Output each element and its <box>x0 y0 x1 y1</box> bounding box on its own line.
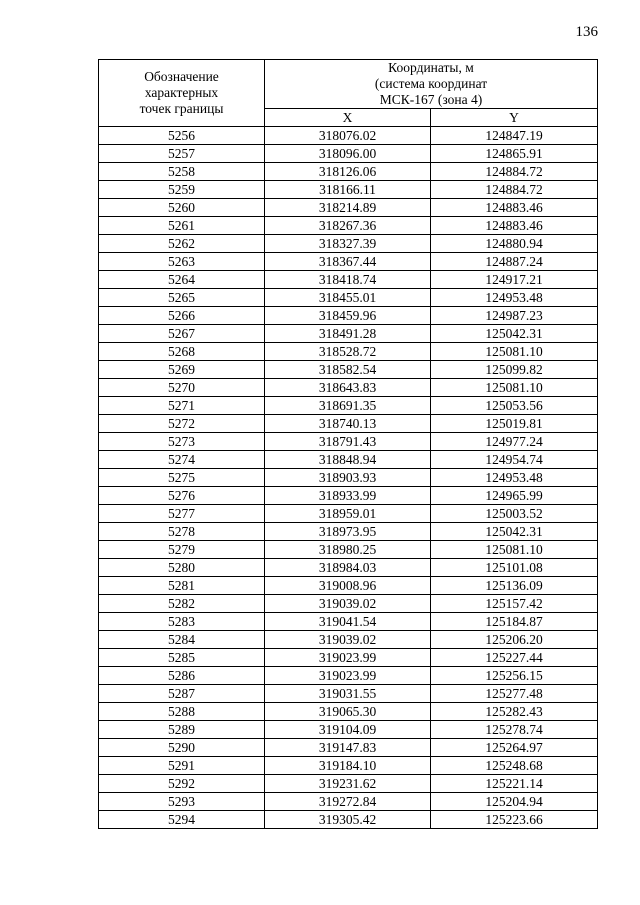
point-id-cell: 5281 <box>99 577 265 595</box>
x-coordinate-cell: 319008.96 <box>265 577 431 595</box>
x-coordinate-cell: 318267.36 <box>265 217 431 235</box>
point-id-cell: 5262 <box>99 235 265 253</box>
point-id-cell: 5279 <box>99 541 265 559</box>
table-row <box>99 271 598 289</box>
point-id-cell: 5291 <box>99 757 265 775</box>
y-coordinate-cell: 125019.81 <box>431 415 598 433</box>
x-coordinate-cell: 319023.99 <box>265 649 431 667</box>
x-coordinate-cell: 318582.54 <box>265 361 431 379</box>
table-body <box>99 127 598 829</box>
y-coordinate-cell: 124954.74 <box>431 451 598 469</box>
point-id-cell: 5265 <box>99 289 265 307</box>
point-id-cell: 5287 <box>99 685 265 703</box>
header-coords-line: (система координат <box>374 76 488 91</box>
table-row <box>99 523 598 541</box>
x-coordinate-cell: 318367.44 <box>265 253 431 271</box>
point-id-cell: 5282 <box>99 595 265 613</box>
table-row <box>99 181 598 199</box>
x-coordinate-cell: 319023.99 <box>265 667 431 685</box>
table-row <box>99 433 598 451</box>
table-row <box>99 595 598 613</box>
point-id-cell: 5288 <box>99 703 265 721</box>
y-coordinate-cell: 125099.82 <box>431 361 598 379</box>
x-coordinate-cell: 318418.74 <box>265 271 431 289</box>
table-row <box>99 721 598 739</box>
y-coordinate-cell: 124883.46 <box>431 199 598 217</box>
y-coordinate-cell: 124977.24 <box>431 433 598 451</box>
table-row <box>99 307 598 325</box>
table-row <box>99 199 598 217</box>
y-coordinate-cell: 125223.66 <box>431 811 598 829</box>
y-coordinate-cell: 125101.08 <box>431 559 598 577</box>
table-row <box>99 757 598 775</box>
y-coordinate-cell: 124953.48 <box>431 289 598 307</box>
point-id-cell: 5294 <box>99 811 265 829</box>
point-id-cell: 5286 <box>99 667 265 685</box>
table-row <box>99 739 598 757</box>
point-id-cell: 5260 <box>99 199 265 217</box>
y-coordinate-cell: 125204.94 <box>431 793 598 811</box>
x-coordinate-cell: 318491.28 <box>265 325 431 343</box>
table-row <box>99 145 598 163</box>
y-coordinate-cell: 124847.19 <box>431 127 598 145</box>
table-row <box>99 685 598 703</box>
x-coordinate-cell: 318327.39 <box>265 235 431 253</box>
point-id-cell: 5289 <box>99 721 265 739</box>
table-row <box>99 649 598 667</box>
x-coordinate-cell: 318973.95 <box>265 523 431 541</box>
table-row <box>99 559 598 577</box>
point-id-cell: 5271 <box>99 397 265 415</box>
point-id-cell: 5284 <box>99 631 265 649</box>
point-id-cell: 5256 <box>99 127 265 145</box>
point-id-cell: 5283 <box>99 613 265 631</box>
point-id-cell: 5292 <box>99 775 265 793</box>
y-coordinate-cell: 124953.48 <box>431 469 598 487</box>
y-coordinate-cell: 124987.23 <box>431 307 598 325</box>
x-coordinate-cell: 319041.54 <box>265 613 431 631</box>
y-coordinate-cell: 125042.31 <box>431 523 598 541</box>
y-coordinate-cell: 125136.09 <box>431 577 598 595</box>
coordinates-table <box>98 59 598 829</box>
x-coordinate-cell: 318848.94 <box>265 451 431 469</box>
point-id-cell: 5290 <box>99 739 265 757</box>
x-coordinate-cell: 318740.13 <box>265 415 431 433</box>
x-coordinate-cell: 318643.83 <box>265 379 431 397</box>
y-coordinate-cell: 125081.10 <box>431 541 598 559</box>
x-coordinate-cell: 318959.01 <box>265 505 431 523</box>
table-row <box>99 469 598 487</box>
y-coordinate-cell: 124917.21 <box>431 271 598 289</box>
header-x: X <box>265 109 431 127</box>
y-coordinate-cell: 124887.24 <box>431 253 598 271</box>
x-coordinate-cell: 318984.03 <box>265 559 431 577</box>
x-coordinate-cell: 318691.35 <box>265 397 431 415</box>
x-coordinate-cell: 319104.09 <box>265 721 431 739</box>
x-coordinate-cell: 318980.25 <box>265 541 431 559</box>
y-coordinate-cell: 125227.44 <box>431 649 598 667</box>
y-coordinate-cell: 125256.15 <box>431 667 598 685</box>
y-coordinate-cell: 125248.68 <box>431 757 598 775</box>
y-coordinate-cell: 125264.97 <box>431 739 598 757</box>
header-point-line: характерных <box>144 85 219 100</box>
point-id-cell: 5257 <box>99 145 265 163</box>
y-coordinate-cell: 125282.43 <box>431 703 598 721</box>
point-id-cell: 5259 <box>99 181 265 199</box>
header-coords-line: МСК-167 (зона 4) <box>379 92 483 107</box>
y-coordinate-cell: 125042.31 <box>431 325 598 343</box>
x-coordinate-cell: 318933.99 <box>265 487 431 505</box>
table-row <box>99 703 598 721</box>
table-row <box>99 379 598 397</box>
table-row <box>99 163 598 181</box>
point-id-cell: 5268 <box>99 343 265 361</box>
table-row <box>99 811 598 829</box>
y-coordinate-cell: 125157.42 <box>431 595 598 613</box>
header-point-designation <box>99 60 265 127</box>
header-point-line: Обозначение <box>144 69 219 84</box>
y-coordinate-cell: 124883.46 <box>431 217 598 235</box>
x-coordinate-cell: 318903.93 <box>265 469 431 487</box>
point-id-cell: 5285 <box>99 649 265 667</box>
x-coordinate-cell: 318096.00 <box>265 145 431 163</box>
table-row <box>99 451 598 469</box>
table-row <box>99 127 598 145</box>
point-id-cell: 5261 <box>99 217 265 235</box>
header-coords-line: Координаты, м <box>388 60 474 75</box>
table-row <box>99 253 598 271</box>
y-coordinate-cell: 124965.99 <box>431 487 598 505</box>
x-coordinate-cell: 319031.55 <box>265 685 431 703</box>
point-id-cell: 5269 <box>99 361 265 379</box>
y-coordinate-cell: 124884.72 <box>431 163 598 181</box>
y-coordinate-cell: 125003.52 <box>431 505 598 523</box>
point-id-cell: 5280 <box>99 559 265 577</box>
x-coordinate-cell: 319039.02 <box>265 595 431 613</box>
table-row <box>99 289 598 307</box>
table-row <box>99 667 598 685</box>
x-coordinate-cell: 319184.10 <box>265 757 431 775</box>
table-row <box>99 631 598 649</box>
table-row <box>99 577 598 595</box>
table-row <box>99 361 598 379</box>
header-coordinates <box>265 60 598 109</box>
x-coordinate-cell: 318791.43 <box>265 433 431 451</box>
point-id-cell: 5263 <box>99 253 265 271</box>
x-coordinate-cell: 319231.62 <box>265 775 431 793</box>
point-id-cell: 5267 <box>99 325 265 343</box>
point-id-cell: 5264 <box>99 271 265 289</box>
x-coordinate-cell: 318528.72 <box>265 343 431 361</box>
table-row <box>99 397 598 415</box>
point-id-cell: 5258 <box>99 163 265 181</box>
y-coordinate-cell: 125081.10 <box>431 343 598 361</box>
x-coordinate-cell: 318166.11 <box>265 181 431 199</box>
x-coordinate-cell: 319147.83 <box>265 739 431 757</box>
table-row <box>99 793 598 811</box>
table-row <box>99 217 598 235</box>
y-coordinate-cell: 125277.48 <box>431 685 598 703</box>
x-coordinate-cell: 319272.84 <box>265 793 431 811</box>
table-row <box>99 541 598 559</box>
table-row <box>99 487 598 505</box>
y-coordinate-cell: 125081.10 <box>431 379 598 397</box>
point-id-cell: 5278 <box>99 523 265 541</box>
point-id-cell: 5272 <box>99 415 265 433</box>
header-point-line: точек границы <box>139 101 224 116</box>
y-coordinate-cell: 124865.91 <box>431 145 598 163</box>
x-coordinate-cell: 319039.02 <box>265 631 431 649</box>
y-coordinate-cell: 125221.14 <box>431 775 598 793</box>
x-coordinate-cell: 318455.01 <box>265 289 431 307</box>
table-row <box>99 235 598 253</box>
point-id-cell: 5274 <box>99 451 265 469</box>
y-coordinate-cell: 125053.56 <box>431 397 598 415</box>
table-row <box>99 775 598 793</box>
point-id-cell: 5276 <box>99 487 265 505</box>
page-number: 136 <box>575 24 598 40</box>
point-id-cell: 5270 <box>99 379 265 397</box>
y-coordinate-cell: 125278.74 <box>431 721 598 739</box>
table-row <box>99 415 598 433</box>
table-row <box>99 505 598 523</box>
point-id-cell: 5266 <box>99 307 265 325</box>
x-coordinate-cell: 318214.89 <box>265 199 431 217</box>
table-row <box>99 325 598 343</box>
table-row <box>99 613 598 631</box>
x-coordinate-cell: 319305.42 <box>265 811 431 829</box>
y-coordinate-cell: 124880.94 <box>431 235 598 253</box>
y-coordinate-cell: 124884.72 <box>431 181 598 199</box>
y-coordinate-cell: 125206.20 <box>431 631 598 649</box>
x-coordinate-cell: 318076.02 <box>265 127 431 145</box>
header-y: Y <box>431 109 598 127</box>
y-coordinate-cell: 125184.87 <box>431 613 598 631</box>
point-id-cell: 5293 <box>99 793 265 811</box>
x-coordinate-cell: 319065.30 <box>265 703 431 721</box>
point-id-cell: 5277 <box>99 505 265 523</box>
table-row <box>99 343 598 361</box>
x-coordinate-cell: 318126.06 <box>265 163 431 181</box>
point-id-cell: 5273 <box>99 433 265 451</box>
x-coordinate-cell: 318459.96 <box>265 307 431 325</box>
point-id-cell: 5275 <box>99 469 265 487</box>
